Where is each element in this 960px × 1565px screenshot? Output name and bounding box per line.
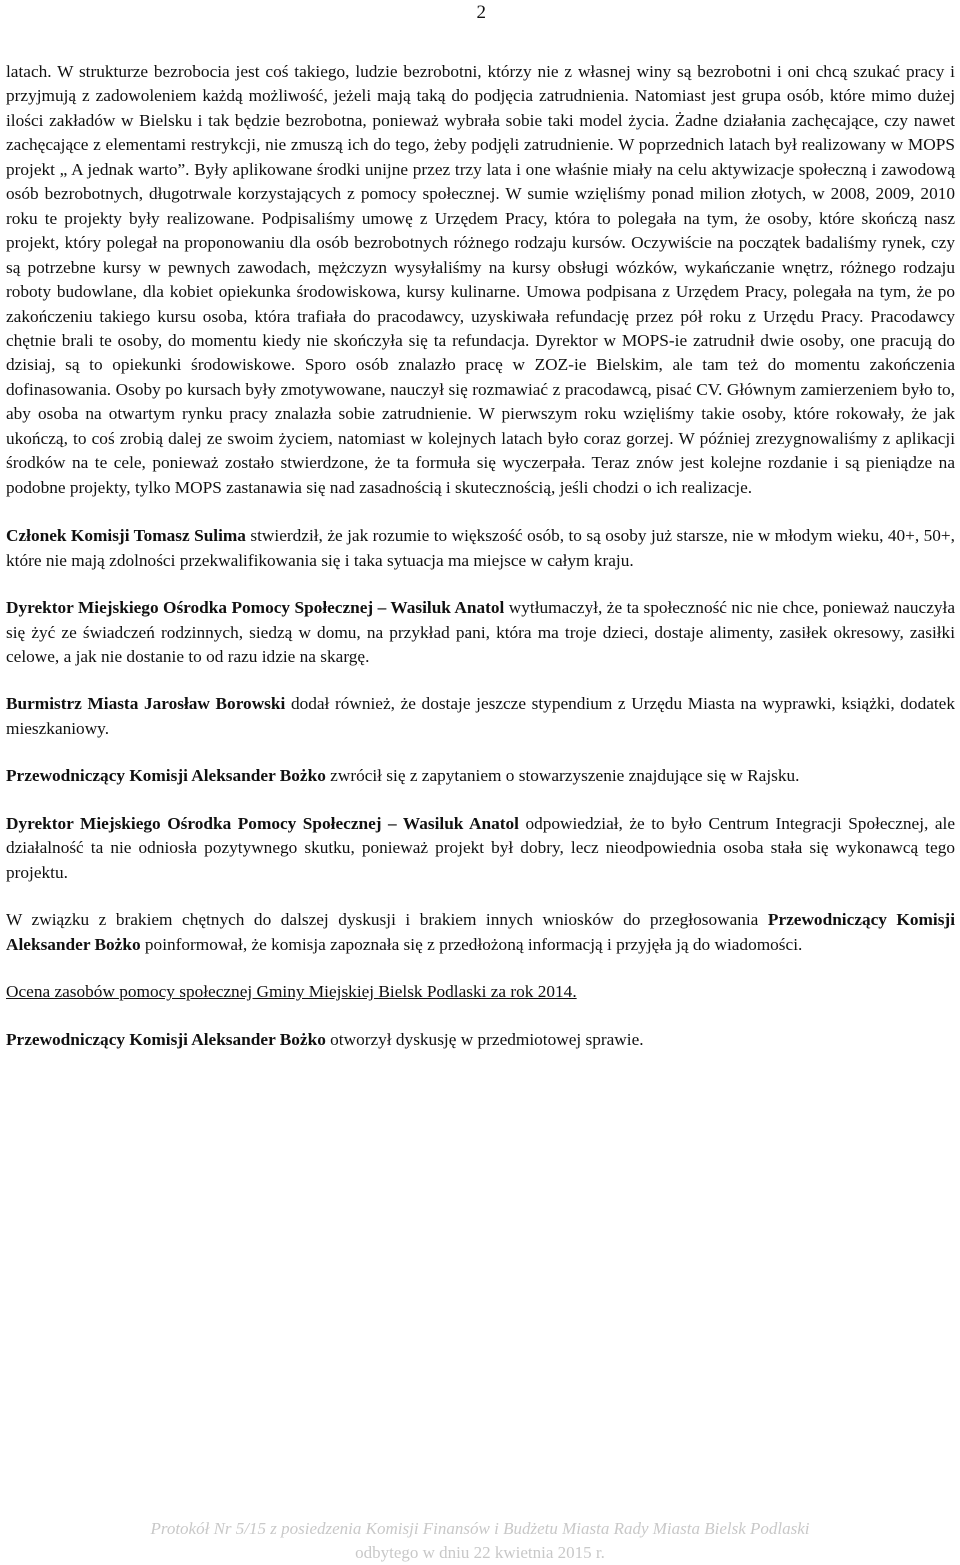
paragraph-p7	[6, 908, 955, 957]
paragraph-p2	[6, 524, 955, 573]
paragraph-p6	[6, 812, 955, 885]
paragraph-text: poinformował, że komisja zapoznała się z przedłożoną informacją i przyjęła ją do wiadomości.	[140, 934, 803, 954]
speaker-name: Przewodniczący Komisji Aleksander Bożko	[6, 1029, 326, 1049]
speaker-name: Członek Komisji Tomasz Sulima	[6, 526, 246, 546]
speaker-name: Dyrektor Miejskiego Ośrodka Pomocy Społecznej – Wasiluk Anatol	[6, 598, 505, 618]
paragraph-p1	[6, 60, 955, 500]
footer-date-line: odbytego w dniu 22 kwietnia 2015 r.	[355, 1543, 605, 1562]
page-number: 2	[476, 2, 486, 23]
paragraph-p8	[6, 980, 955, 1004]
document-body	[6, 60, 955, 1075]
paragraph-p4	[6, 692, 955, 741]
footer	[0, 1517, 960, 1565]
paragraph-p5	[6, 764, 955, 788]
paragraph-text: stwierdził, że jak rozumie to większość osób, to są osoby już starsze, nie w młodym wieku, 40+, 50+, które nie mają zdolności przekwalifikowania się i taka sytuacja ma miejsce w całym kraju.	[6, 526, 955, 570]
speaker-name: Dyrektor Miejskiego Ośrodka Pomocy Społecznej – Wasiluk Anatol	[6, 813, 519, 833]
footer-protocol-line: Protokół Nr 5/15 z posiedzenia Komisji Finansów i Budżetu Miasta Rady Miasta Bielsk Podlaski	[150, 1519, 810, 1538]
paragraph-p9	[6, 1028, 955, 1052]
speaker-name: Przewodniczący Komisji Aleksander Bożko	[6, 766, 326, 786]
paragraph-p3	[6, 596, 955, 669]
paragraph-text: wytłumaczył, że ta społeczność nic nie chce, ponieważ nauczyła się żyć ze świadczeń rodzinnych, siedzą w domu, na przykład pani, która ma troje dzieci, dostaje alimenty, zasiłek okresowy, zasiłki celowe, a jak nie dostanie to od razu idzie na skargę.	[6, 598, 955, 666]
paragraph-text: zwrócił się z zapytaniem o stowarzyszenie znajdujące się w Rajsku.	[325, 766, 800, 786]
paragraph-text: Ocena zasobów pomocy społecznej Gminy Miejskiej Bielsk Podlaski za rok 2014.	[6, 982, 577, 1002]
paragraph-text: odpowiedział, że to było Centrum Integracji Społecznej, ale działalność ta nie odniosła pozytywnego skutku, ponieważ projekt był dobry, lecz nieodpowiednia osoba stała się wykonawcą tego projektu.	[6, 813, 956, 882]
paragraph-text: otworzył dyskusję w przedmiotowej sprawie.	[325, 1029, 644, 1049]
paragraph-text: latach. W strukturze bezrobocia jest coś takiego, ludzie bezrobotni, którzy nie z własnej winy są bezrobotni i oni chcą szukać pracy i przyjmują z zadowoleniem każdą możliwość, jeżeli mają taką do podjęcia zatrudnienia. Natomiast jest grupa osób, które mimo dużej ilości zakładów w Bielsku i tak będzie bezrobotna, ponieważ wybrała sobie taki model życia. Żadne działania zachęcające, czy nawet zachęcające z elementami restrykcji, nie zmuszą ich do tego, żeby podjęli zatrudnienie. W poprzednich latach był realizowany w MOPS projekt „ A jednak warto”. Były aplikowane środki unijne przez trzy lata i one właśnie miały na celu aktywizacje społeczną i zawodową osób bezrobotnych, długotrwale korzystających z pomocy społecznej. W sumie wzięliśmy ponad milion złotych, w 2008, 2009, 2010 roku te projekty były realizowane. Podpisaliśmy umowę z Urzędem Pracy, która to polegała na tym, że osoby, które skończą nasz projekt, który polegał na proponowaniu dla osób bezrobotnych różnego rodzaju kursów. Oczywiście na początek badaliśmy rynek, czy są potrzebne kursy w pewnych zawodach, mężczyzn wysyłaliśmy na kursy obsługi wózków, wykańczanie wnętrz, różnego rodzaju roboty budowlane, dla kobiet opiekunka środowiskowa, kursy kulinarne. Umowa podpisana z Urzędem Pracy, polegała na tym, że po zakończeniu takiego kursu osoba, która trafiała do pracodawcy, uzyskiwała refundację przez pół roku z Urzędu Pracy. Pracodawcy chętnie brali te osoby, do momentu kiedy nie skończyła się ta refundacja. Dyrektor w MOPS-ie zatrudnił dwie osoby, one pracują do dzisiaj, są to opiekunki środowiskowe. Sporo osób znalazło pracę w ZOZ-ie Bielskim, ale tam też do momentu zakończenia dofinasowania. Osoby po kursach były zmotywowane, nauczył się rozmawiać z pracodawcą, pisać CV. Głównym zamierzeniem było to, aby osoba na otwartym rynku pracy znalazła sobie zatrudnienie. W pierwszym roku wzięliśmy takie osoby, które rokowały, że jak ukończą, to coś zrobią dalej ze swoim życiem, natomiast w kolejnych latach było coraz gorzej. W później zrezygnowaliśmy z aplikacji środków na te cele, ponieważ zostało stwierdzone, że ta formuła się wyczerpała. Teraz znów jest kolejne rozdanie i są pieniądze na podobne projekty, tylko MOPS zastanawia się nad zasadnością i skutecznością, jeśli chodzi o ich realizacje.	[6, 62, 955, 497]
paragraph-text: W związku z brakiem chętnych do dalszej dyskusji i brakiem innych wniosków do przegłosowania	[6, 910, 768, 930]
speaker-name: Burmistrz Miasta Jarosław Borowski	[6, 694, 286, 714]
speaker-name: Przewodniczący Komisji Aleksander Bożko	[6, 910, 955, 954]
paragraph-text: dodał również, że dostaje jeszcze stypendium z Urzędu Miasta na wyprawki, książki, dodatek mieszkaniowy.	[6, 694, 955, 738]
